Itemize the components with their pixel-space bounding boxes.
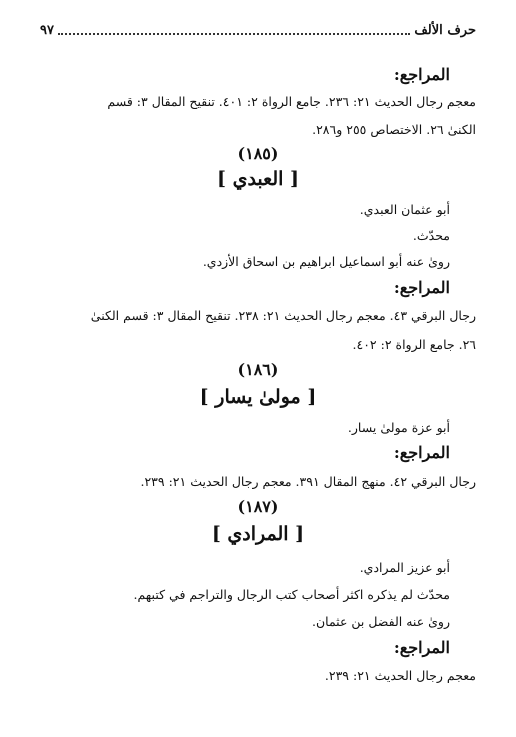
refs-line: رجال البرقي ٤٢. منهج المقال ٣٩١. معجم رجال الحديث ٢١: ٢٣٩. <box>140 474 476 489</box>
entry-number: (١٨٧) <box>237 497 279 516</box>
entry-number: (١٨٥) <box>237 144 279 163</box>
entry-line: أبو عزة مولیٰ يسار. <box>347 420 450 435</box>
refs-line: الكنىٰ ٢٦. الاختصاص ٢٥٥ و٢٨٦. <box>312 122 476 137</box>
refs-line: معجم رجال الحديث ٢١: ٢٣٩. <box>324 668 476 683</box>
page-number: ٩٧ <box>40 22 54 38</box>
refs-heading: المراجع: <box>393 443 450 462</box>
running-header <box>40 20 476 40</box>
entry-line: أبو عثمان العبدي. <box>359 202 450 217</box>
refs-heading: المراجع: <box>393 65 450 84</box>
refs-heading: المراجع: <box>393 638 450 657</box>
entry-line: أبو عزيز المرادي. <box>359 560 450 575</box>
entry-title: [ العبدي ] <box>216 168 300 190</box>
chapter-title: حرف الألف <box>414 22 476 38</box>
header-leader-dots <box>58 25 410 35</box>
refs-line: ٢٦. جامع الرواة ٢: ٤٠٢. <box>352 337 476 352</box>
entry-number: (١٨٦) <box>237 360 279 379</box>
entry-line: محدّث لم يذكره اكثر أصحاب كتب الرجال والتراجم في كتبهم. <box>133 587 450 602</box>
refs-line: رجال البرقي ٤٣. معجم رجال الحديث ٢١: ٢٣٨. تنقيح المقال ٣: قسم الكنىٰ <box>90 308 476 323</box>
entry-title: [ مولیٰ يسار ] <box>199 386 317 408</box>
refs-heading: المراجع: <box>393 278 450 297</box>
entry-line: رویٰ عنه أبو اسماعيل ابراهيم بن اسحاق الأزدي. <box>202 254 450 269</box>
entry-line: رویٰ عنه الفضل بن عثمان. <box>311 614 450 629</box>
entry-line: محدّث. <box>412 228 450 243</box>
refs-line: معجم رجال الحديث ٢١: ٢٣٦. جامع الرواة ٢: ٤٠١. تنقيح المقال ٣: قسم <box>107 94 476 109</box>
entry-title: [ المرادي ] <box>211 523 305 545</box>
